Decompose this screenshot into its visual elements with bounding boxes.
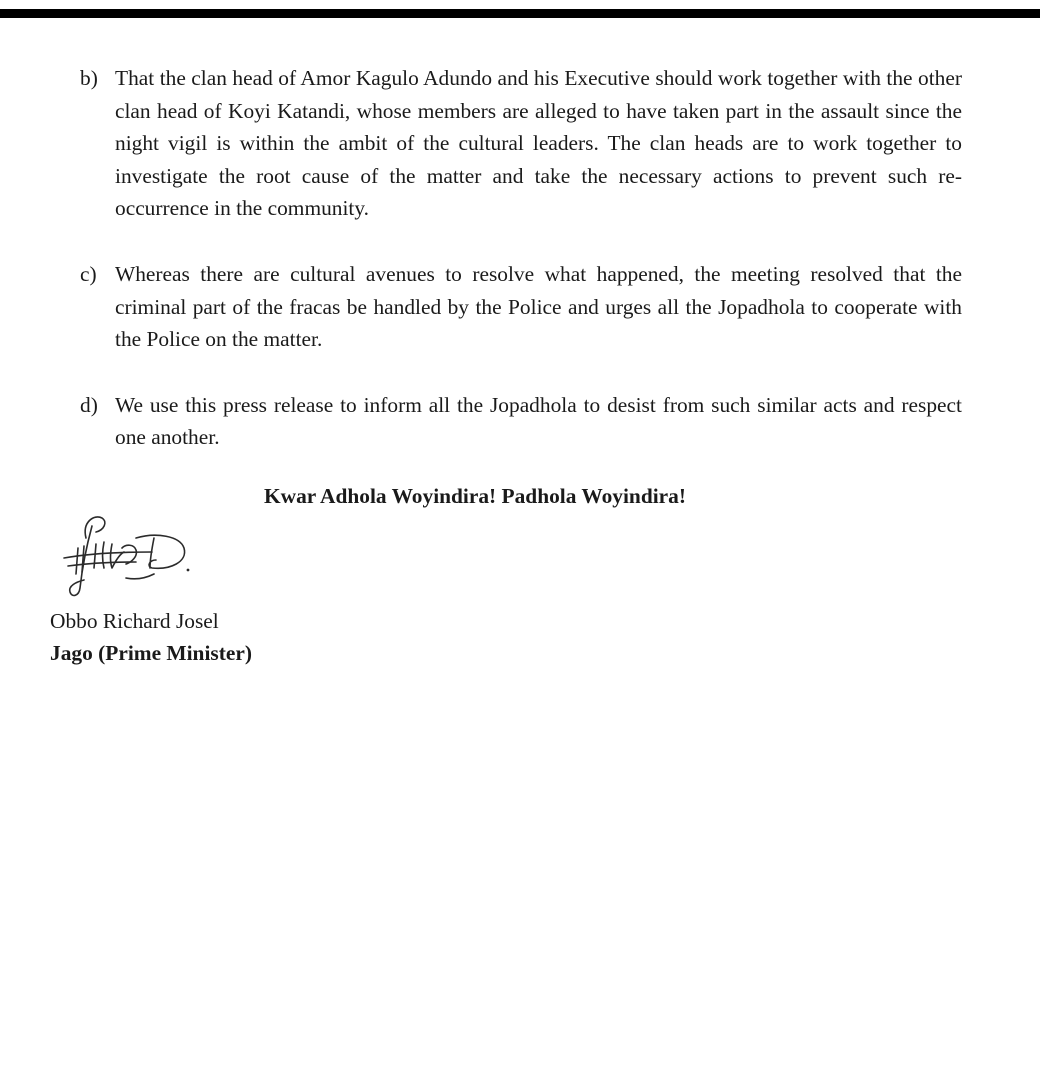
top-border-rule [0,9,1040,18]
resolution-item-d [80,389,962,454]
resolution-item-c [80,258,962,356]
resolutions-list [80,62,962,487]
item-text: That the clan head of Amor Kagulo Adundo and his Executive should work together with the other clan head of Koyi Katandi, whose members are alleged to have taken part in the assault since the night vigil is within the ambit of the cultural leaders. The clan heads are to work together to investigate the root cause of the matter and take the necessary actions to prevent such re-occurrence in the community. [115,66,962,221]
item-text: We use this press release to inform all the Jopadhola to desist from such similar acts and respect one another. [115,392,962,450]
handwritten-signature [56,508,206,600]
signer-title: Jago (Prime Minister) [50,641,252,665]
item-text: Whereas there are cultural avenues to resolve what happened, the meeting resolved that the criminal part of the fracas be handled by the Police and urges all the Jopadhola to cooperate with the Police on the matter. [115,261,962,352]
item-marker: d) [80,392,98,417]
resolution-item-b [80,62,962,225]
signer-name: Obbo Richard Josel [50,609,219,633]
item-marker: c) [80,261,97,286]
item-marker: b) [80,66,98,90]
closing-slogan: Kwar Adhola Woyindira! Padhola Woyindira! [264,484,686,508]
